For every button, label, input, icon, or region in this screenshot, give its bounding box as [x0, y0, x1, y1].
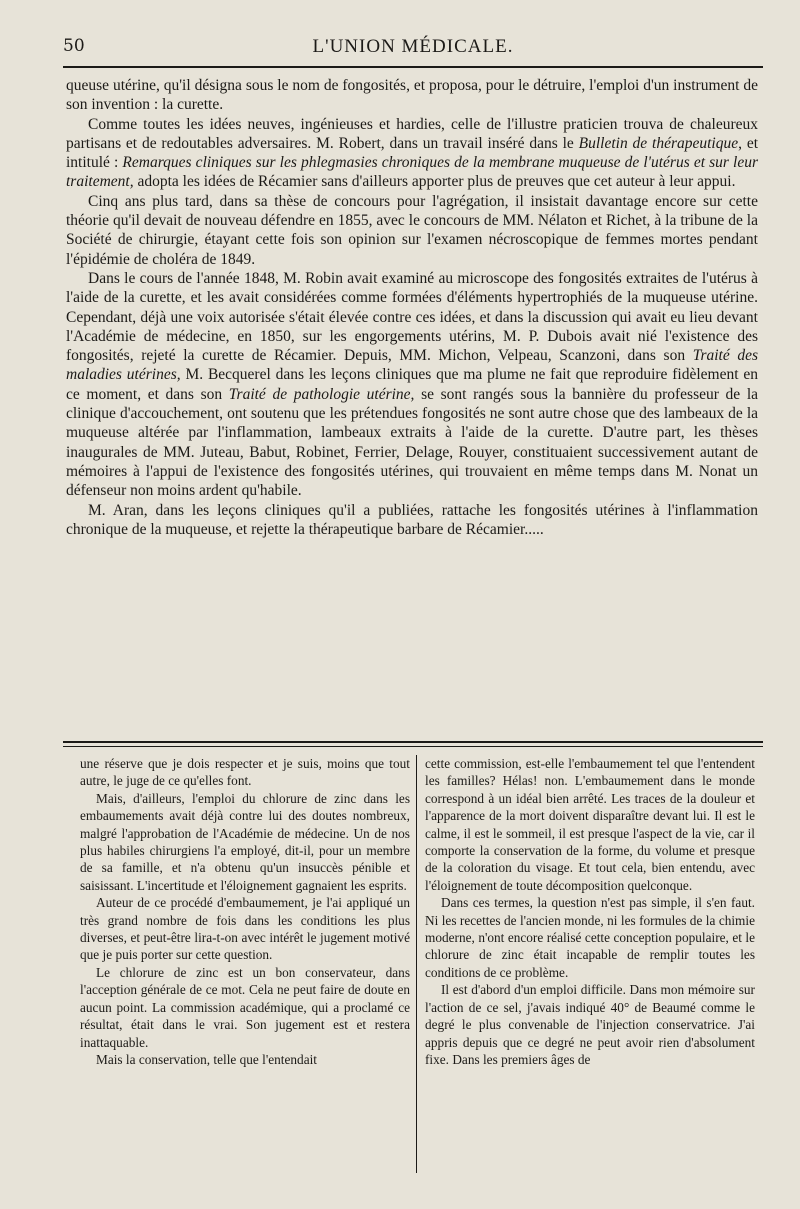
- column-paragraph: Mais, d'ailleurs, l'emploi du chlorure de zinc dans les embaumements avait déjà contre lui des doutes nombreux, malgré l'approbation de l'Académie de médecine. Un de nos plus habiles chirurgiens l'a employé, dit-il, pour un membre de sa famille, et n'a obtenu qu'un insuccès pénible et saisissant. L'incertitude et l'éloignement gagnaient les esprits.: [80, 790, 410, 893]
- text-run: Cinq ans plus tard, dans sa thèse de concours pour l'agrégation, il insistait davantage encore sur cette théorie qu'il devait de nouveau défendre en 1855, avec le concours de MM. Nélaton et Richet, à la tribune de la Société de chirurgie, étayant cette fois son opinion sur l'examen nécroscopique de femmes mortes pendant l'épidémie de choléra de 1849.: [66, 192, 758, 268]
- section-rule-thin: [63, 746, 763, 747]
- italic-title: Traité des maladies utérines,: [66, 347, 759, 384]
- column-paragraph: Auteur de ce procédé d'embaumement, je l'ai appliqué un très grand nombre de fois dans les conditions les plus diverses, et peut-être lira-t-on avec intérêt le jugement motivé que je puis porter sur cette question.: [80, 895, 410, 963]
- italic-title: Traité de pathologie utérine,: [228, 385, 415, 403]
- page-header: [63, 36, 763, 60]
- column-paragraph: Le chlorure de zinc est un bon conservateur, dans l'acception générale de ce mot. Cela ne peut faire de doute en aucun point. La commission académique, qui a proclamé ce résultat, était dans le vrai. Son jugement est et restera inattaquable.: [80, 964, 410, 1050]
- text-run: M. Aran, dans les leçons cliniques qu'il a publiées, rattache les fongosités utérines à l'inflammation chronique de la muqueuse, et rejette la thérapeutique barbare de Récamier.....: [66, 501, 758, 538]
- main-paragraph: [66, 76, 758, 115]
- column-paragraph: une réserve que je dois respecter et je suis, moins que tout autre, le juge de ce qu'elles font.: [80, 756, 410, 789]
- header-rule: [63, 66, 763, 68]
- column-paragraph: Mais la conservation, telle que l'entendait: [96, 1051, 317, 1067]
- text-run: M. Becquerel dans les leçons cliniques que ma plume ne fait que reproduire fidèlement en ce moment, et dans son: [66, 366, 758, 403]
- column-paragraph: cette commission, est-elle l'embaumement tel que l'entendent les familles? Hélas! non. L'embaumement dans le monde correspond à un idéal bien arrêté. Les traces de la douleur et l'apparence de la mort doivent disparaître devant lui. Il est le calme, il est le sommeil, il est presque l'aspect de la vie, car il comporte la conservation de la forme, du volume et presque de la coloration du visage. Et tout cela, bien entendu, avec l'éloignement de toute décomposition quelconque.: [425, 756, 755, 893]
- text-run: adopta les idées de Récamier sans d'ailleurs apporter plus de preuves que cet auteur à leur appui.: [133, 173, 736, 191]
- main-paragraph: [66, 192, 758, 269]
- main-paragraph: [66, 115, 758, 192]
- text-run: queuse utérine, qu'il désigna sous le nom de fongosités, et proposa, pour le détruire, l'emploi d'un instrument de son invention : la curette.: [66, 77, 758, 114]
- text-run: Dans le cours de l'année 1848, M. Robin avait examiné au microscope des fongosités extraites de l'utérus à l'aide de la curette, et les avait considérées comme formées d'éléments hypertrophiés de la muqueuse utérine. Cependant, déjà une voix autorisée s'était élevée contre ces idées, et dans la discussion qui avait eu lieu devant l'Académie de médecine, en 1850, sur les engorgements utérins, M. P. Dubois avait nié l'existence des fongosités, rejeté la curette de Récamier. Depuis, MM. Michon, Velpeau, Scanzoni, dans son: [66, 269, 758, 365]
- text-run: , et intitulé :: [66, 134, 759, 172]
- italic-title: Remarques cliniques sur les phlegmasies chroniques de la membrane muqueuse de l'utérus et sur leur traitement,: [66, 154, 758, 191]
- main-text: [66, 76, 758, 539]
- main-paragraph: [66, 501, 758, 540]
- section-rule-thick: [63, 741, 763, 743]
- text-run: se sont rangés sous la bannière du professeur de la clinique d'accouchement, ont soutenu que les prétendues fongosités ne sont autre chose que des lambeaux de la muqueuse altérée par l'inflammation, lambeaux extraits à l'aide de la curette. D'autre part, les thèses inaugurales de MM. Juteau, Babut, Robinet, Ferrier, Delage, Rouyer, constituaient successivement autant de mémoires à l'appui de l'existence des fongosités utérines, qui trouvaient en même temps dans M. Nonat un défenseur non moins ardent qu'habile.: [66, 385, 759, 500]
- feuilleton-left-column: [80, 755, 410, 1068]
- column-paragraph: Dans ces termes, la question n'est pas simple, il s'en faut. Ni les recettes de l'ancien monde, ni les formules de la chimie moderne, n'ont encore réalisé cette conception populaire, et le chlorure de zinc était incapable de remplir toutes les conditions de ce problème.: [425, 895, 755, 980]
- column-divider: [416, 755, 417, 1173]
- text-run: Comme toutes les idées neuves, ingénieuses et hardies, celle de l'illustre praticien trouva de chaleureux partisans et de redoutables adversaires. M. Robert, dans un travail inséré dans le: [66, 115, 758, 152]
- page-number: 50: [63, 36, 85, 56]
- journal-title: L'UNION MÉDICALE.: [312, 36, 514, 57]
- main-paragraph: [66, 269, 758, 501]
- italic-title: Bulletin de thérapeutique: [578, 134, 739, 152]
- feuilleton-right-column: [425, 755, 755, 1068]
- column-paragraph: Il est d'abord d'un emploi difficile. Dans mon mémoire sur l'action de ce sel, j'avais indiqué 40° de Beaumé comme le degré le plus convenable de l'injection conservatrice. J'ai appris depuis que ce degré ne peut avoir rien d'absolument fixe. Dans les premiers âges de: [425, 982, 755, 1067]
